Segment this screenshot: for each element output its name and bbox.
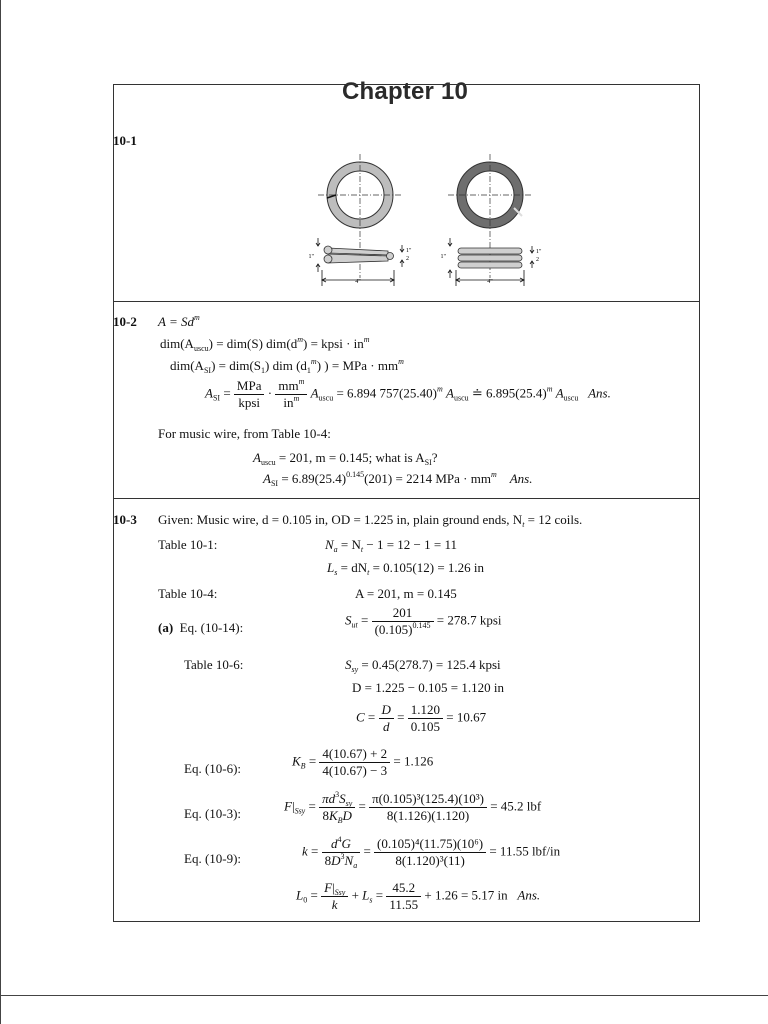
right-height-label: 1" bbox=[440, 254, 446, 260]
mm-per-in-fraction: $\frac{mm^m}{in^m}$ bbox=[275, 378, 307, 411]
right-length-label: 4" bbox=[487, 279, 493, 285]
force-equation: $F|_{Ssy}$ = $\frac{\pi d^3S_{sy}}{8K_BD}$ = $\frac{\text{π(0.105)³(125.4)(10³)}}{8(1.126)(1.120)}$ = 45.2 lbf bbox=[284, 790, 542, 825]
asi-conversion-line: $A_{SI}$ = $\frac{\text{MPa}}{\text{kpsi}}$ · $\frac{mm^m}{in^m}$ $A_{uscu} = 6.894$ $757(25.40)^m$ $A_{uscu}$ ≐ $6.895(25.4)^m$ $A_{uscu}$ Ans. bbox=[205, 377, 611, 410]
force-fraction-2: $\frac{\text{π(0.105)³(125.4)(10³)}}{8(1.126)(1.120)}$ bbox=[369, 791, 487, 824]
table-10-4-label: Table 10-4: bbox=[158, 586, 218, 601]
d-equation: D = 1.225 − 0.105 = 1.120 in bbox=[352, 680, 504, 695]
left-half-label-den: 2 bbox=[406, 256, 409, 262]
dim-si-line: $dim(A_{SI}) = dim(S_1)$ dim $(d_1^m)$ ) = MPa · $mm^m$ bbox=[170, 357, 404, 375]
music-wire-note: For music wire, from Table 10-4: bbox=[158, 426, 331, 441]
sut-equation: $S_{ut}$ = $\frac{201}{(0.105)^{0.145}}$ = 278.7 kpsi bbox=[345, 605, 502, 637]
left-half-label: 1" bbox=[406, 248, 412, 254]
problem-number-10-3: 10-3 bbox=[113, 512, 137, 527]
table-10-1-label: Table 10-1: bbox=[158, 537, 218, 552]
ls-equation: $L_s = dN_t = 0.105(12) = 1.26$ in bbox=[327, 560, 485, 577]
l0-fraction-1: $\frac{F|_{Ssy}}{k}$ bbox=[321, 880, 348, 913]
formula-a-sdm: $A = Sd^m$ bbox=[158, 313, 200, 329]
part-a-label: (a) Eq. (10-14): bbox=[158, 620, 244, 635]
left-height-label: 1" bbox=[308, 254, 314, 260]
problem-number-10-2: 10-2 bbox=[113, 314, 137, 329]
kb-fraction: $\frac{4(10.67) + 2}{4(10.67) - 3}$ bbox=[319, 746, 390, 779]
mpa-per-kpsi-fraction: $\frac{\text{MPa}}{\text{kpsi}}$ bbox=[234, 378, 265, 411]
k-fraction-1: $\frac{d^4G}{8D^3N_a}$ bbox=[322, 836, 361, 869]
left-length-label: 4" bbox=[355, 279, 361, 285]
ssy-equation: $S_{sy} = 0.45(278.7) = 125.4$ kpsi bbox=[345, 657, 501, 674]
dim-uscu-line: $dim(A_{uscu}) = dim(S) dim(d^m)$ = kpsi · $in^m$ bbox=[160, 335, 370, 353]
right-half-label-den: 2 bbox=[536, 257, 539, 263]
problem-number-10-1: 10-1 bbox=[113, 133, 137, 148]
eq-10-3-label: Eq. (10-3): bbox=[184, 806, 242, 821]
table-10-6-label: Table 10-6: bbox=[184, 657, 244, 672]
kb-equation: $K_B$ = $\frac{4(10.67) + 2}{4(10.67) - 3}$ = 1.126 bbox=[292, 746, 434, 778]
c-fraction-2: $\frac{1.120}{0.105}$ bbox=[408, 702, 443, 735]
c-fraction-1: $\frac{D}{d}$ bbox=[379, 702, 394, 735]
asi-calc-line: $A_{SI} = 6.89(25.4)^{0.145}(201) = 2214$ MPa · $mm^m$ Ans. bbox=[263, 470, 533, 488]
free-length-equation: $L_0$ = $\frac{F|_{Ssy}}{k}$ + $L_s$ = $\frac{45.2}{11.55}$ + 1.26 = 5.17 in Ans. bbox=[296, 880, 541, 912]
force-fraction-1: $\frac{\pi d^3S_{sy}}{8K_BD}$ bbox=[319, 791, 355, 824]
page-edge-bottom bbox=[0, 995, 768, 996]
na-equation: $N_a = N_t - 1 = 12 - 1 = 11$ bbox=[325, 537, 457, 554]
a-m-values: A = 201, m = 0.145 bbox=[355, 586, 457, 601]
k-equation: k = $\frac{d^4G}{8D^3N_a}$ = $\frac{\text{(0.105)⁴(11.75)(10⁶)}}{\text{8(1.120)³(11)}}$ = 11.55 lbf/in bbox=[302, 835, 561, 870]
given-statement: Given: Music wire, d = 0.105 in, OD = 1.225 in, plain ground ends, $N_t = 12$ coils. bbox=[158, 512, 583, 529]
chapter-title: Chapter 10 bbox=[342, 78, 469, 105]
spring-figure bbox=[300, 150, 560, 290]
c-equation: C = $\frac{D}{d}$ = $\frac{1.120}{0.105}$ = 10.67 bbox=[356, 702, 487, 734]
page-edge-left bbox=[0, 0, 1, 1024]
eq-10-9-label: Eq. (10-9): bbox=[184, 851, 242, 866]
eq-10-6-label: Eq. (10-6): bbox=[184, 761, 242, 776]
sut-fraction: $\frac{201}{(0.105)^{0.145}}$ bbox=[372, 605, 434, 638]
l0-fraction-2: $\frac{45.2}{11.55}$ bbox=[386, 880, 421, 913]
k-fraction-2: $\frac{\text{(0.105)⁴(11.75)(10⁶)}}{\text{8(1.120)³(11)}}$ bbox=[374, 836, 486, 869]
auscu-line: $A_{uscu} = 201$, m = 0.145; what is $A_{SI}$? bbox=[253, 450, 438, 467]
right-half-label: 1" bbox=[536, 249, 542, 255]
